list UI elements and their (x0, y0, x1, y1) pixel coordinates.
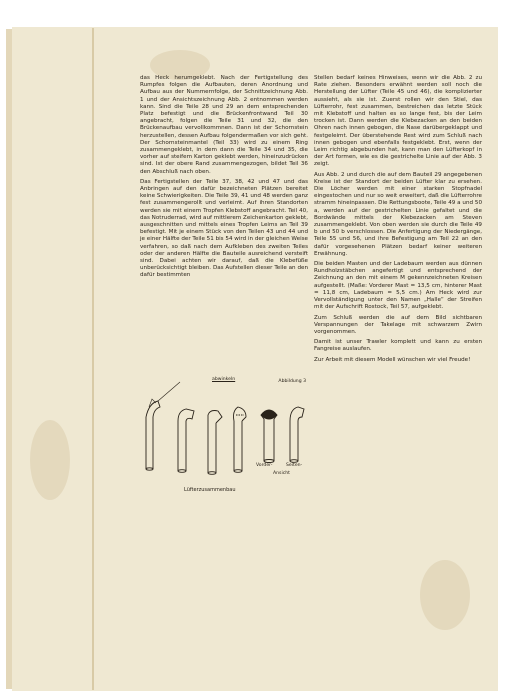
ventilator-step-4 (234, 407, 247, 472)
paragraph: Damit ist unser Trawler komplett und kann zu ersten Fangreise auslaufen. (314, 339, 482, 353)
figure-label-side: Seiten- (286, 463, 303, 468)
paragraph: Stellen bedarf keines Hinweises, wenn wir die Abb. 2 zu Rate ziehen. Besonders erwähnt werden soll noch die Herstellung der Lüfter (Teile 45 und 46), die komplizierter aussieht, als sie ist. Zuerst rollen wir den Stiel, das Lüfterrohr, fest zusammen, bestreichen das letzte Stück mit Klebstoff und halten es so lange fest, bis der Leim trocken ist. Dann werden die Klebezacken an den beiden Ohren nach innen gebogen, die Nase darübergeklappt und festgeleimt. Der überstehende Rest wird zum Schluß nach innen gebogen und ebenfalls festgeklebt. Erst, wenn der Leim richtig abgebunden hat, kann man den Lüfterkopf in der Art formen, wie es die gestrichelte Linie auf der Abb. 3 zeigt. (314, 75, 482, 168)
ventilator-side-view (290, 407, 304, 462)
paragraph: Zur Arbeit mit diesem Modell wünschen wir viel Freude! (314, 356, 471, 363)
ventilator-step-2 (178, 409, 194, 472)
figure-caption: Lüfterzusammenbau (184, 487, 236, 493)
figure-label-bend: abwinkeln (212, 377, 236, 382)
paragraph: das Heck herumgeklebt. Nach der Fertigstellung des Rumpfes folgen die Aufbauten, deren Anordnung und Aufbau aus der Nummernfolge, der Schnittzeichnung Abb. 1 und der Ansichtszeichnung Abb. 2 entnommen werden kann. Sind die Teile 28 und 29 an dem entsprechenden Platz befestigt und die Brückenfrontwand Teil 30 angebracht, folgen die Teile 31 und 32, die den Brückenaufbau vervollkommnen. Dann ist der Schornstein herzustellen, dessen Aufbau folgendermaßen vor sich geht. Der Schornsteinmantel (Teil 33) wird zu einem Ring zusammengeklebt, in dem dann die Teile 34 und 35, die vorher auf steifem Karton geklebt werden, hineinzudrücken sind. Ist der obere Rand zusammengezogen, bildet Teil 36 den Abschluß nach oben. (140, 75, 308, 175)
figure-number: Abbildung 3 (278, 379, 306, 384)
age-stain (420, 560, 470, 630)
age-stain (30, 420, 70, 500)
text-column-left (140, 75, 308, 283)
ventilator-step-1 (146, 382, 180, 470)
paragraph: Das Fertigstellen der Teile 37, 38, 42 und 47 und das Anbringen auf den dafür bezeichneten Plätzen bereitet keine Schwierigkeiten. Die Teile 39, 41 und 48 werden ganz fest zusammengerollt und verleimt. Auf ihren Standorten werden sie mit einem Tropfen Klebstoff angebracht. Teil 40, das Notruderrad, wird auf mittlerem Zeichenkarton geklebt, ausgeschnitten und mittels eines Tropfen Leims an Teil 39 befestigt. Mit je einem Stück von den Teilen 43 und 44 und je einer Hälfte der Teile 51 bis 54 wird in der gleichen Weise verfahren, so daß nach dem Aufkleben des zweiten Teiles oder der anderen Hälfte die Bauteile ausreichend versteift sind. Dabei achten wir darauf, daß die Klebefüße unberücksichtigt bleiben. Das Aufstellen dieser Teile an den dafür bestimmten (140, 178, 308, 279)
text-column-right (314, 75, 482, 367)
paragraph: Aus Abb. 2 und durch die auf dem Bauteil 29 angegebenen Kreise ist der Standort der beiden Lüfter klar zu ersehen. Die Löcher werden mit einer starken Stopfnadel eingestochen und nur so weit erweitert, daß die Lüfterrohre stramm hineinpassen. Die Rettungsboote, Teile 49 a und 50 a, werden auf der gestrichelten Linie gefaltet und die Bordwände mittels der Klebezacken am Steven zusammengeklebt. Von oben werden sie durch die Teile 49 b und 50 b verschlossen. Die Anfertigung der Niedergänge, Teile 55 und 56, und ihre Befestigung am Teil 22 an den dafür vorgesehenen Plätzen bedarf keiner weiteren Erwähnung. (314, 171, 482, 257)
paragraph: Zum Schluß werden die auf dem Bild sichtbaren Verspannungen der Takelage mit schwarzem Zwirn vorgenommen. (314, 314, 482, 335)
ventilator-front-view (261, 410, 277, 463)
page-fold-line (92, 28, 94, 690)
paragraph: Die beiden Masten und der Ladebaum werden aus dünnen Rundholzstäbchen angefertigt und entsprechend der Zeichnung an den mit einem M gekennzeichneten Kreisen aufgestellt. (Maße: Vorderer Mast = 13,5 cm, hinterer Mast = 11,8 cm, Ladebaum = 5,5 cm.) Am Heck wird zur Vervollständigung unter den Namen „Halle“ der Streifen mit der Aufschrift Rostock, Teil 57, aufgeklebt. (314, 261, 482, 311)
figure-ventilator-assembly (140, 377, 308, 499)
ventilator-step-3 (208, 411, 222, 475)
figure-label-view: Ansicht (273, 471, 290, 476)
figure-label-front: Vorder- (256, 463, 273, 468)
